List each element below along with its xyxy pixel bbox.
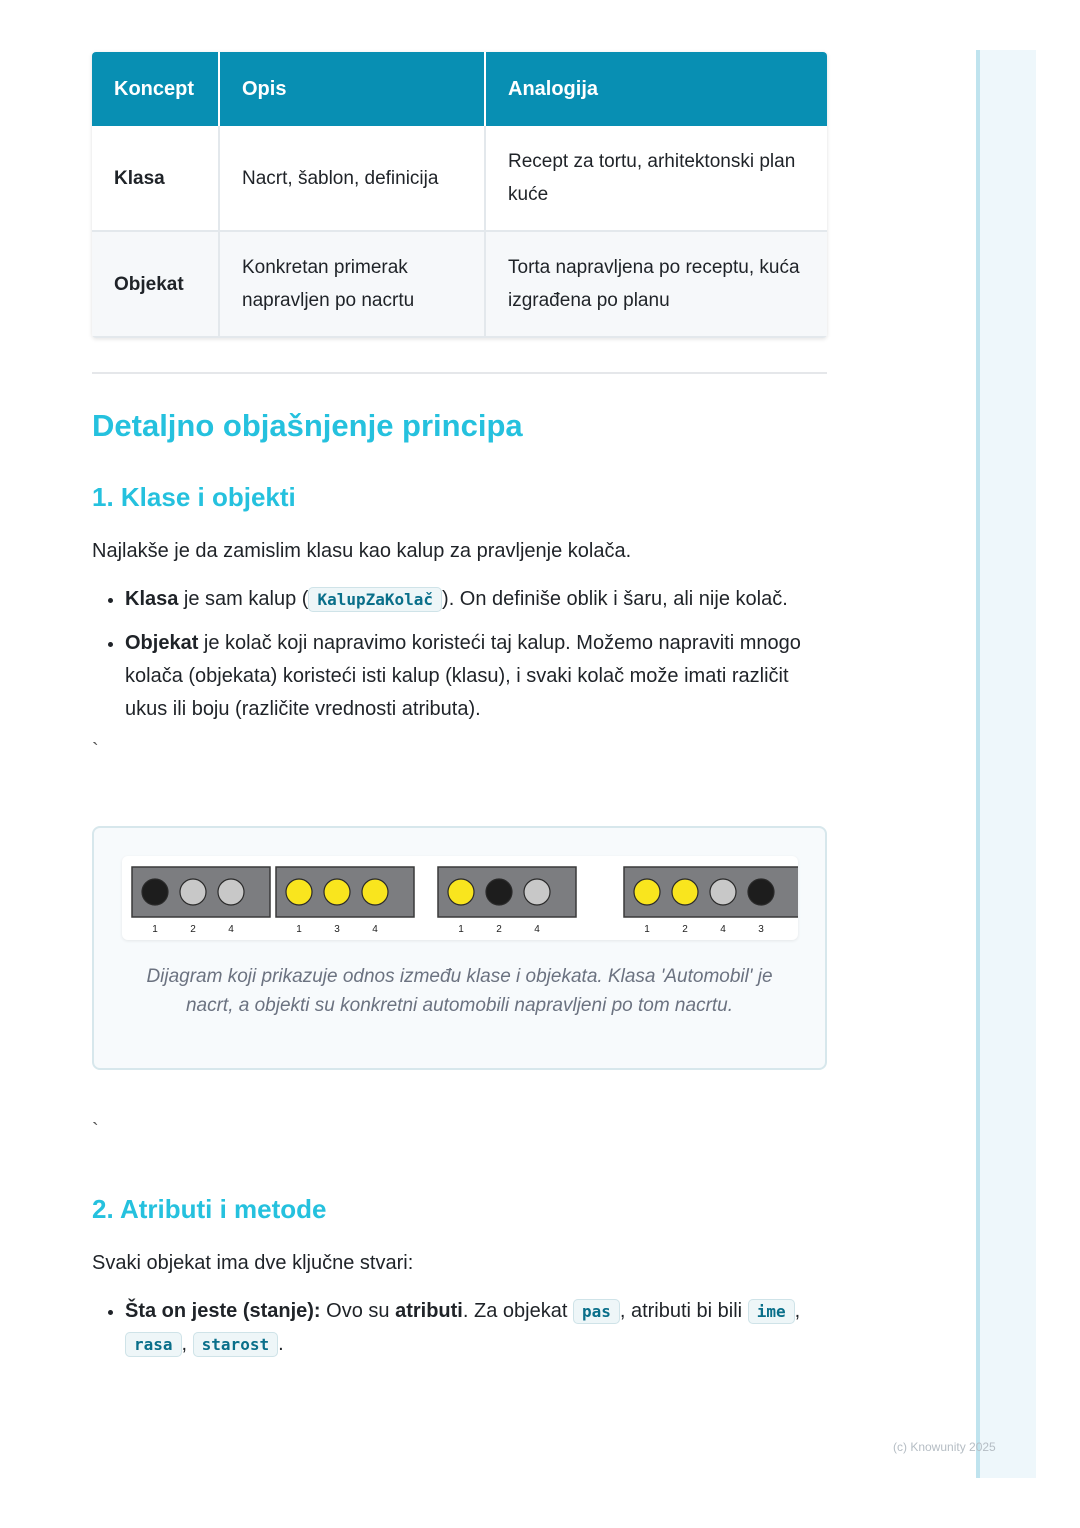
list-item bbox=[125, 583, 827, 616]
diagram-circle-black bbox=[486, 879, 512, 905]
list-item bbox=[125, 1295, 827, 1361]
diagram-label: 4 bbox=[372, 924, 378, 935]
diagram-circle-black bbox=[748, 879, 774, 905]
table-cell: Objekat bbox=[92, 231, 219, 337]
bold-term: Klasa bbox=[125, 588, 179, 610]
inline-code: KalupZaKolač bbox=[308, 587, 442, 612]
diagram-label: 1 bbox=[644, 924, 650, 935]
list-item bbox=[125, 627, 827, 726]
section-divider bbox=[92, 372, 827, 374]
diagram-circle-gray bbox=[524, 879, 550, 905]
header-analogija: Analogija bbox=[485, 52, 827, 126]
inline-code: starost bbox=[193, 1332, 278, 1357]
bullet-list-klase bbox=[92, 583, 827, 726]
bold-term: atributi bbox=[395, 1300, 463, 1322]
diagram-label: 1 bbox=[296, 924, 302, 935]
diagram-circle-gray bbox=[710, 879, 736, 905]
diagram-circle-yellow bbox=[672, 879, 698, 905]
bullet-list-atributi bbox=[92, 1295, 827, 1361]
text-span: je kolač koji napravimo koristeći taj kalup. Možemo napraviti mnogo kolača (objekata) koristeći isti kalup (klasu), i svaki kolač može imati različit ukus ili boju (različite vrednosti atributa). bbox=[125, 632, 801, 720]
diagram-label: 4 bbox=[534, 924, 540, 935]
table-row bbox=[92, 231, 827, 337]
diagram-label: 1 bbox=[458, 924, 464, 935]
diagram-circle-gray bbox=[180, 879, 206, 905]
table-cell: Klasa bbox=[92, 126, 219, 231]
diagram-label: 3 bbox=[334, 924, 340, 935]
diagram-circle-gray bbox=[218, 879, 244, 905]
inline-code: rasa bbox=[125, 1332, 182, 1357]
diagram-label: 1 bbox=[152, 924, 158, 935]
bold-term: Šta on jeste (stanje): bbox=[125, 1300, 321, 1322]
stray-backtick: ` bbox=[92, 1120, 99, 1142]
diagram-circle-yellow bbox=[362, 879, 388, 905]
table-cell: Torta napravljena po receptu, kuća izgrađena po planu bbox=[485, 231, 827, 337]
paragraph-intro: Najlakše je da zamislim klasu kao kalup za pravljenje kolača. bbox=[92, 540, 632, 562]
diagram-label: 4 bbox=[720, 924, 726, 935]
copyright-footer: (c) Knowunity 2025 bbox=[893, 1440, 996, 1454]
text-span: . bbox=[278, 1333, 284, 1355]
bold-term: Objekat bbox=[125, 632, 199, 654]
concept-table bbox=[92, 52, 827, 338]
diagram-label: 4 bbox=[228, 924, 234, 935]
diagram-label: 2 bbox=[682, 924, 688, 935]
subsection-title-atributi: 2. Atributi i metode bbox=[92, 1194, 327, 1224]
diagram-image bbox=[122, 856, 798, 940]
paragraph-intro: Svaki objekat ima dve ključne stvari: bbox=[92, 1252, 414, 1274]
section-title: Detaljno objašnjenje principa bbox=[92, 408, 523, 443]
header-koncept: Koncept bbox=[92, 52, 219, 126]
header-opis: Opis bbox=[219, 52, 485, 126]
table-header-row bbox=[92, 52, 827, 126]
text-span: ). On definiše oblik i šaru, ali nije kolač. bbox=[442, 588, 788, 610]
stray-backtick: ` bbox=[92, 740, 99, 762]
text-span: , atributi bi bili bbox=[619, 1300, 748, 1322]
table-cell: Konkretan primerak napravljen po nacrtu bbox=[219, 231, 485, 337]
subsection-title-klase: 1. Klase i objekti bbox=[92, 482, 296, 512]
text-span: . Za objekat bbox=[462, 1300, 573, 1322]
table-row bbox=[92, 126, 827, 231]
inline-code: pas bbox=[573, 1299, 620, 1324]
figure-caption: Dijagram koji prikazuje odnos između klase i objekata. Klasa 'Automobil' je nacrt, a objekti su konkretni automobili napravljeni po tom nacrtu. bbox=[146, 966, 773, 1016]
table-cell: Recept za tortu, arhitektonski plan kuće bbox=[485, 126, 827, 231]
diagram-circle-yellow bbox=[634, 879, 660, 905]
diagram-figure bbox=[92, 826, 827, 1070]
text-span: Ovo su bbox=[320, 1300, 396, 1322]
table-cell: Nacrt, šablon, definicija bbox=[219, 126, 485, 231]
text-span: je sam kalup ( bbox=[178, 588, 309, 610]
diagram-label: 2 bbox=[190, 924, 196, 935]
inline-code: ime bbox=[748, 1299, 795, 1324]
diagram-circle-black bbox=[142, 879, 168, 905]
traffic-light-diagram bbox=[122, 856, 798, 940]
diagram-circle-yellow bbox=[448, 879, 474, 905]
document-content bbox=[92, 52, 827, 1372]
diagram-label: 3 bbox=[758, 924, 764, 935]
text-span: , bbox=[181, 1333, 193, 1355]
diagram-label: 2 bbox=[496, 924, 502, 935]
text-span: , bbox=[794, 1300, 801, 1322]
diagram-circle-yellow bbox=[286, 879, 312, 905]
diagram-circle-yellow bbox=[324, 879, 350, 905]
right-sidebar-panel bbox=[976, 50, 1036, 1478]
